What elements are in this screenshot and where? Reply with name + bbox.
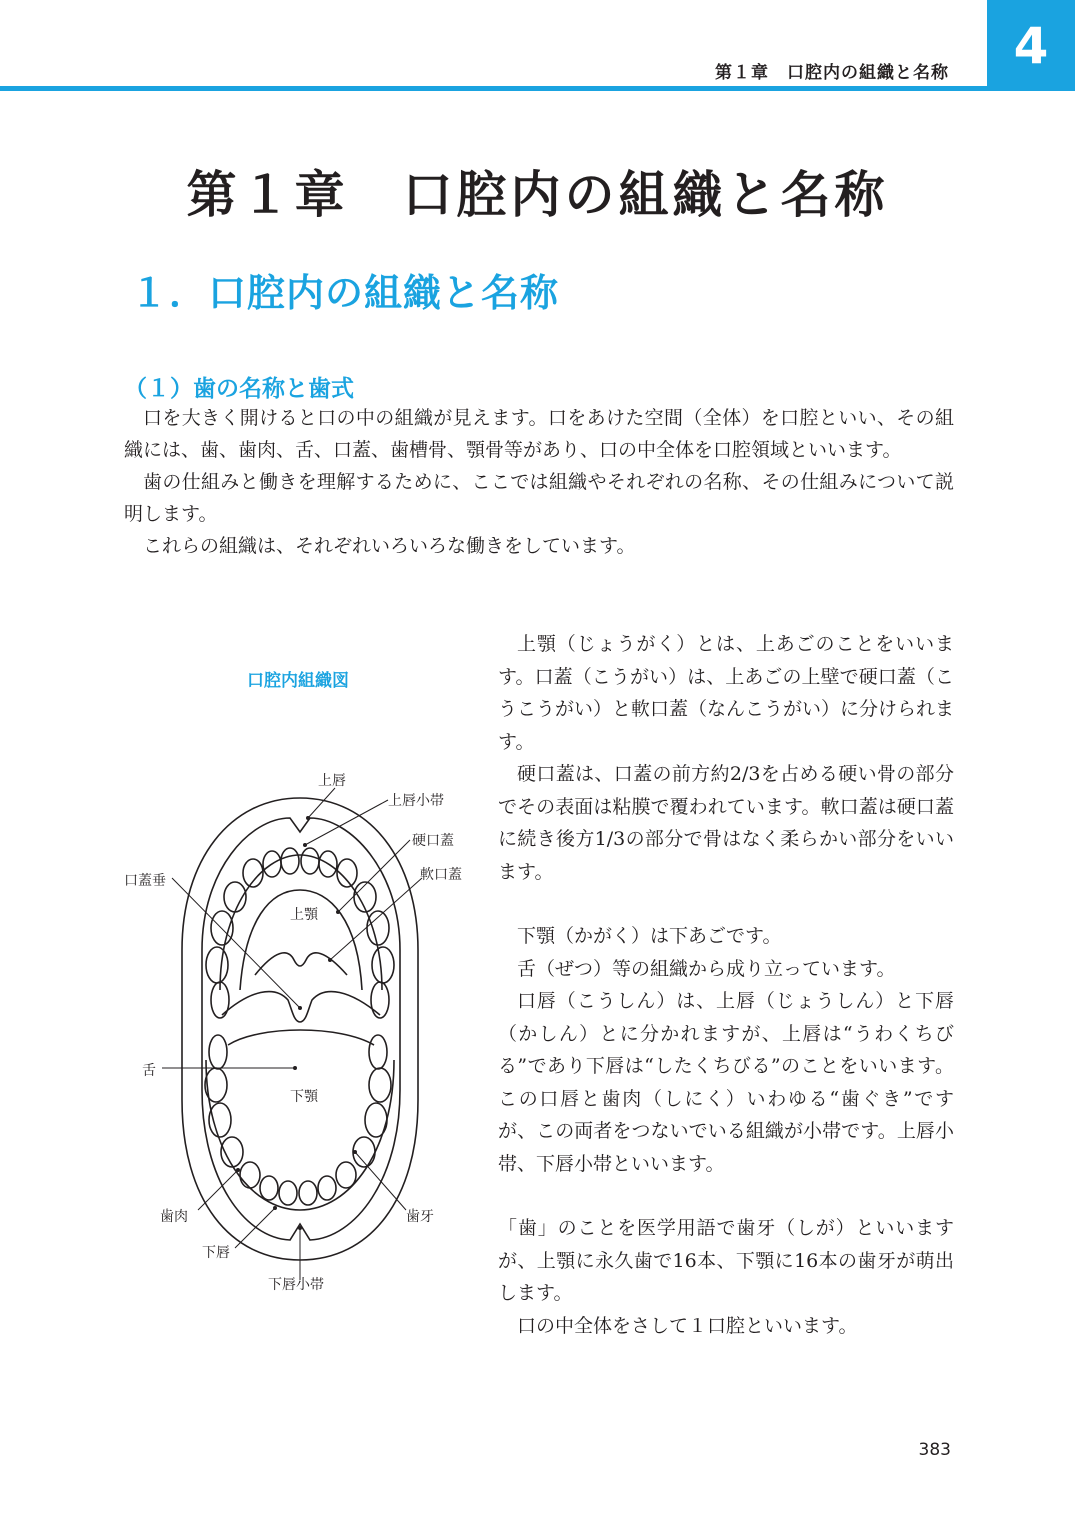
subsection-title: （１）歯の名称と歯式 [124,376,354,402]
intro-paragraph: これらの組織は、それぞれいろいろな働きをしています。 [143,535,636,557]
paragraph: 上顎（じょうがく）とは、上あごのことをいいます。口蓋（こうがい）は、上あごの上壁で硬口蓋（こうこうがい）と軟口蓋（なんこうがい）に分けられます。 [498,633,955,753]
figure-title: 口腔内組織図 [247,671,349,691]
label-hard-palate: 硬口蓋 [412,833,454,849]
label-mandible: 下顎 [290,1089,318,1105]
label-soft-palate: 軟口蓋 [420,867,462,883]
running-header: 第１章 口腔内の組織と名称 [715,63,949,83]
label-uvula: 口蓋垂 [124,873,166,889]
intro-paragraph: 口を大きく開けると口の中の組織が見えます。口をあけた空間（全体）を口腔といい、その組織には、歯、歯肉、舌、口蓋、歯槽骨、顎骨等があり、口の中全体を口腔領域といいます。 [124,407,954,461]
section-title: １．口腔内の組織と名称 [130,271,560,315]
chapter-title: 第１章 口腔内の組織と名称 [186,165,889,224]
label-tongue: 舌 [142,1063,156,1079]
header-rule [0,86,1075,91]
page-number: 383 [918,1440,951,1460]
paragraph: 下顎（かがく）は下あごです。 [517,925,782,947]
chapter-tab: 4 [987,0,1075,91]
intro-text [124,402,954,562]
label-tooth: 歯牙 [406,1209,434,1225]
paragraph: 口唇（こうしん）は、上唇（じょうしん）と下唇（かしん）とに分かれますが、上唇は“うわくちびる”であり下唇は“したくちびる”のことをいいます。この口唇と歯肉（しにく）いわゆる“歯ぐき”ですが、この両者をつないでいる組織が小帯です。上唇小帯、下唇小帯といいます。 [498,990,954,1175]
label-upper-lip-frenum: 上唇小帯 [388,793,444,809]
paragraph: 舌（ぜつ）等の組織から成り立っています。 [517,957,896,980]
label-lower-lip: 下唇 [202,1245,230,1261]
label-gingiva: 歯肉 [160,1209,188,1225]
label-upper-lip: 上唇 [318,773,346,789]
oral-cavity-diagram [110,760,480,1300]
label-maxilla: 上顎 [290,907,318,923]
intro-paragraph: 歯の仕組みと働きを理解するために、ここでは組織やそれぞれの名称、その仕組みについて説明します。 [124,471,954,525]
paragraph: 硬口蓋は、口蓋の前方約2/3を占める硬い骨の部分でその表面は粘膜で覆われています。軟口蓋は硬口蓋に続き後方1/3の部分で骨はなく柔らかい部分をいいます。 [498,763,954,883]
paragraph: 「歯」のことを医学用語で歯牙（しが）といいますが、上顎に永久歯で16本、下顎に16本の歯牙が萌出します。 [498,1217,954,1304]
paragraph: 口の中全体をさして１口腔といいます。 [517,1314,858,1337]
explanation-text [498,628,954,1342]
label-lower-lip-frenum: 下唇小帯 [268,1277,324,1293]
